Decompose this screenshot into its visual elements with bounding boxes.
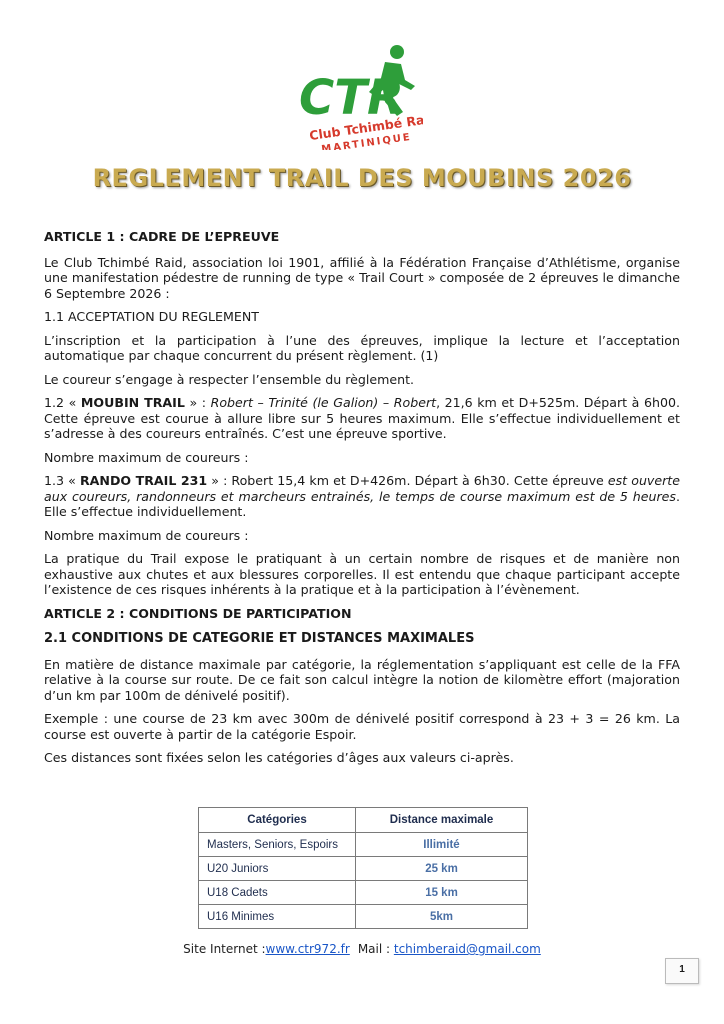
s13-end: . Elle s’effectue individuellement. <box>44 488 680 519</box>
s12-prefix: 1.2 « <box>44 395 81 410</box>
s13-italic: est ouverte aux coureurs, randonneurs et marcheurs entrainés, le temps de course maximum est de 5 heures <box>44 473 680 504</box>
logo-club-name: Club Tchimbé Raid <box>308 110 423 144</box>
club-logo <box>293 40 423 150</box>
article2-p3: Ces distances sont fixées selon les catégories d’âges aux valeurs ci-après. <box>44 750 514 765</box>
page-title: REGLEMENT TRAIL DES MOUBINS 2026 <box>92 164 632 192</box>
table-row <box>199 881 528 905</box>
logo-region: MARTINIQUE <box>320 131 413 150</box>
col-header-distance: Distance maximale <box>356 808 528 833</box>
col-header-category: Catégories <box>199 808 356 833</box>
article2-p1: En matière de distance maximale par catégorie, la réglementation s’appliquant est celle de la FFA relative à la course sur route. De ce fait son calcul intègre la notion de kilomètre effort (majoration d’un km par 100m de dénivelé positif). <box>44 656 680 703</box>
category-cell: U20 Juniors <box>199 857 356 881</box>
risks-paragraph: La pratique du Trail expose le pratiquant à un certain nombre de risques et de manière non exhaustive aux chutes et aux blessures corporelles. Il est entendu que chaque participant accepte l’existence de ces risques inhérents à la pratique et à la participation à l’évènement. <box>44 551 680 597</box>
category-distance-table <box>198 807 528 929</box>
table-row <box>199 857 528 881</box>
rules-body <box>44 229 680 774</box>
max-runners-2: Nombre maximum de coureurs : <box>44 527 249 543</box>
category-cell: U16 Minimes <box>199 905 356 929</box>
section-1-1-text2: Le coureur s’engage à respecter l’ensemble du règlement. <box>44 371 415 387</box>
max-runners-1: Nombre maximum de coureurs : <box>44 449 249 465</box>
category-cell: Masters, Seniors, Espoirs <box>199 833 356 857</box>
distance-cell: 15 km <box>356 881 528 905</box>
page-footer <box>0 942 724 956</box>
s12-mid: » : <box>184 395 211 410</box>
runner-logo-graphic <box>293 40 423 150</box>
article2-p2: Exemple : une course de 23 km avec 300m de dénivelé positif correspond à 23 + 3 = 26 km. La course est ouverte à partir de la catégorie Espoir. <box>44 711 680 742</box>
section-1-2 <box>44 395 680 442</box>
page-number: 1 <box>665 958 699 984</box>
distance-cell: Illimité <box>356 833 528 857</box>
s13-prefix: 1.3 « <box>44 473 80 488</box>
email-link[interactable]: tchimberaid@gmail.com <box>393 942 541 956</box>
table-header-row <box>199 808 528 833</box>
section-1-3 <box>44 473 680 520</box>
section-1-1-heading: 1.1 ACCEPTATION DU REGLEMENT <box>44 309 259 324</box>
website-link[interactable]: www.ctr972.fr <box>265 942 350 956</box>
article1-heading: ARTICLE 1 : CADRE DE L’EPREUVE <box>44 229 280 244</box>
article2-heading: ARTICLE 2 : CONDITIONS DE PARTICIPATION <box>44 605 352 621</box>
section-1-1-text: L’inscription et la participation à l’une des épreuves, implique la lecture et l’acceptation automatique par chaque concurrent du présent règlement. (1) <box>44 332 680 363</box>
s12-details: , 21,6 km et D+525m. Départ à 6h00. Cette épreuve est courue à allure libre sur 5 heures maximum. Elle s’effectue individuellement et s’adresse à des coureurs entraînés. C’est une épreuve sportive. <box>44 395 680 441</box>
distance-cell: 25 km <box>356 857 528 881</box>
mail-label: Mail : <box>357 942 394 956</box>
site-label: Site Internet : <box>183 942 266 956</box>
distance-cell: 5km <box>356 905 528 929</box>
moubin-trail-route: Robert – Trinité (le Galion) – Robert <box>210 395 437 410</box>
table-row <box>199 905 528 929</box>
table-row <box>199 833 528 857</box>
rando-trail-name: RANDO TRAIL 231 <box>79 473 208 488</box>
moubin-trail-name: MOUBIN TRAIL <box>80 395 185 410</box>
logo-initials: CTR <box>299 70 404 126</box>
section-2-1-heading: 2.1 CONDITIONS DE CATEGORIE ET DISTANCES MAXIMALES <box>44 631 475 646</box>
s13-mid: » : Robert 15,4 km et D+426m. Départ à 6h30. Cette épreuve <box>207 473 608 488</box>
category-cell: U18 Cadets <box>199 881 356 905</box>
article1-intro: Le Club Tchimbé Raid, association loi 1901, affilié à la Fédération Française d’Athlétisme, organise une manifestation pédestre de running de type « Trail Court » composée de 2 épreuves le dimanche 6 Septembre 2026 : <box>44 254 680 301</box>
